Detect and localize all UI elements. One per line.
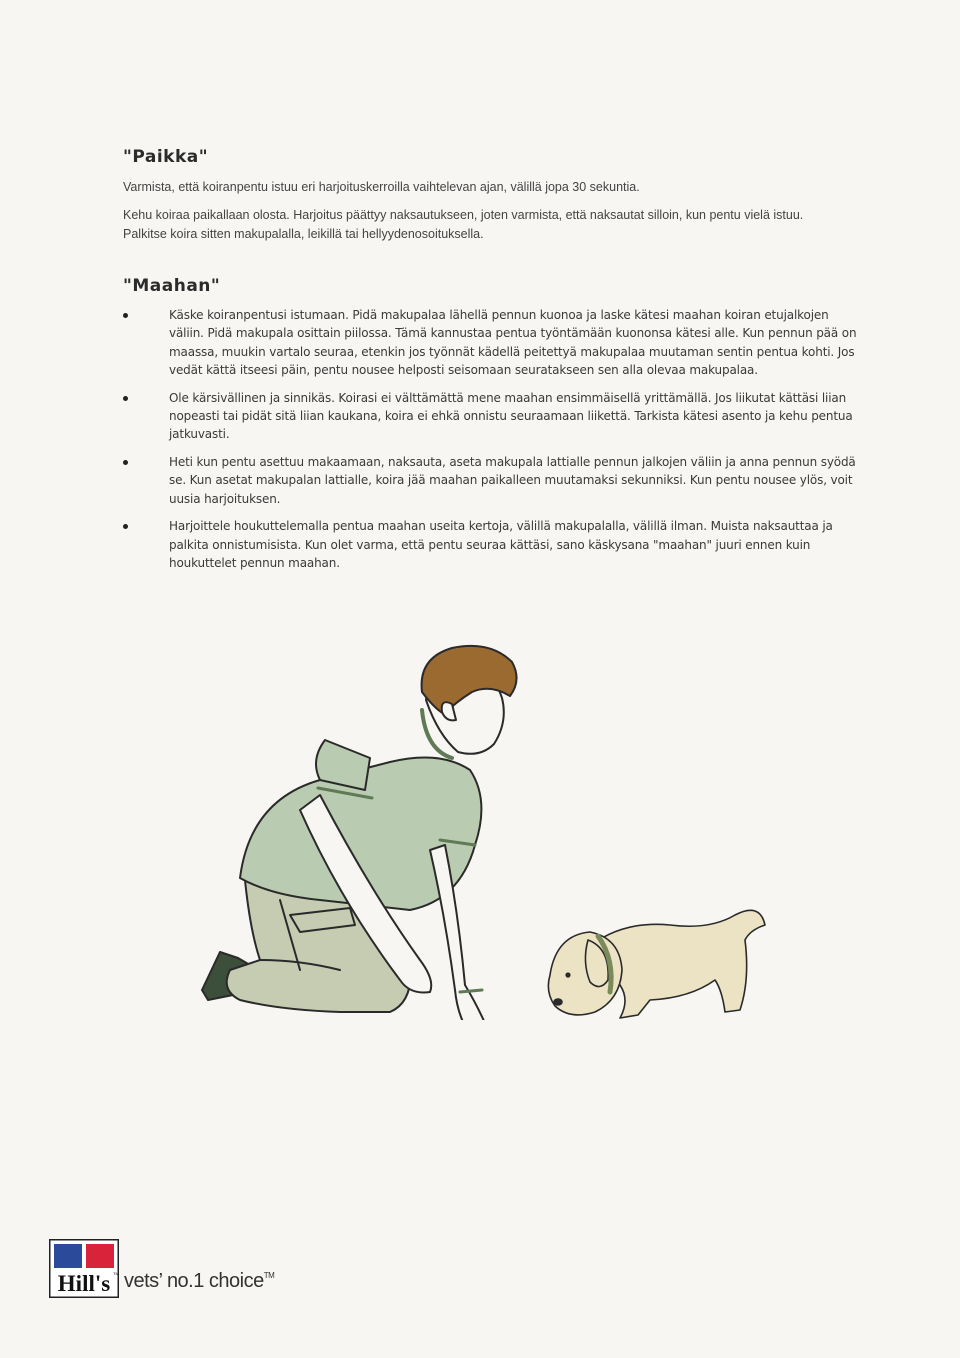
tagline: vets’ no.1 choice™: [124, 1270, 275, 1292]
hills-logo: [49, 1239, 119, 1298]
logo-red-square: [86, 1244, 114, 1268]
paikka-paragraph-2-line-2: Palkitse koira sitten makupalalla, leikillä tai hellyydenosoituksella.: [123, 226, 484, 241]
bullet-icon: [123, 396, 128, 401]
heading-paikka: "Paikka": [123, 147, 209, 167]
paikka-paragraph-2-line-1: Kehu koiraa paikallaan olosta. Harjoitus päättyy naksautukseen, joten varmista, että naksautat silloin, kun pentu vielä istuu.: [123, 208, 804, 222]
logo-tm: TM: [113, 1271, 119, 1276]
heading-maahan: "Maahan": [123, 276, 221, 296]
logo-wordmark: Hill's: [57, 1271, 111, 1296]
bullet-icon: [123, 460, 128, 465]
maahan-bullet-list: [123, 306, 863, 572]
list-item: Heti kun pentu asettuu makaamaan, naksauta, aseta makupala lattialle pennun jalkojen väliin ja anna pennun syödä se. Kun asetat makupalan lattialle, koira jää maahan paikalleen muutamaksi sekunniksi. Kun pentu nousee ylös, voit uusia harjoituksen.: [123, 453, 863, 508]
tagline-tm: TM: [263, 1271, 275, 1280]
list-item: Ole kärsivällinen ja sinnikäs. Koirasi ei välttämättä mene maahan ensimmäisellä yrittämällä. Jos liikutat kättäsi liian nopeasti tai pidät sitä liian kaukana, koira ei ehkä onnistu seuraamaan liikettä. Tarkista kätesi asento ja kehu pentua jatkuvasti.: [123, 389, 863, 444]
training-illustration: [190, 640, 780, 1020]
logo-blue-square: [54, 1244, 82, 1268]
list-item: Käske koiranpentusi istumaan. Pidä makupalaa lähellä pennun kuonoa ja laske kätesi maahan koiran etujalkojen väliin. Pidä makupala osittain piilossa. Tämä kannustaa pentua työntämään kuononsa kätesi alle. Kun pennun pää on maassa, muukin vartalo seuraa, etenkin jos työnnät kädellä peitettyä makupalaa muutaman sentin pentua kohti. Jos vedät kättä itseesi päin, pentu nousee helposti seisomaan seuratakseen sen alla olevaa makupalaa.: [123, 306, 863, 379]
list-item: Harjoittele houkuttelemalla pentua maahan useita kertoja, välillä makupalalla, välillä ilman. Muista naksauttaa ja palkita onnistumisista. Kun olet varma, että pentu seuraa kättäsi, sano käskysana "maahan" juuri ennen kuin houkuttelet pennun maahan.: [123, 517, 863, 572]
bullet-icon: [123, 524, 128, 529]
bullet-icon: [123, 313, 128, 318]
paikka-paragraph-1: Varmista, että koiranpentu istuu eri harjoituskerroilla vaihtelevan ajan, välillä jopa 30 sekuntia.: [123, 180, 640, 194]
